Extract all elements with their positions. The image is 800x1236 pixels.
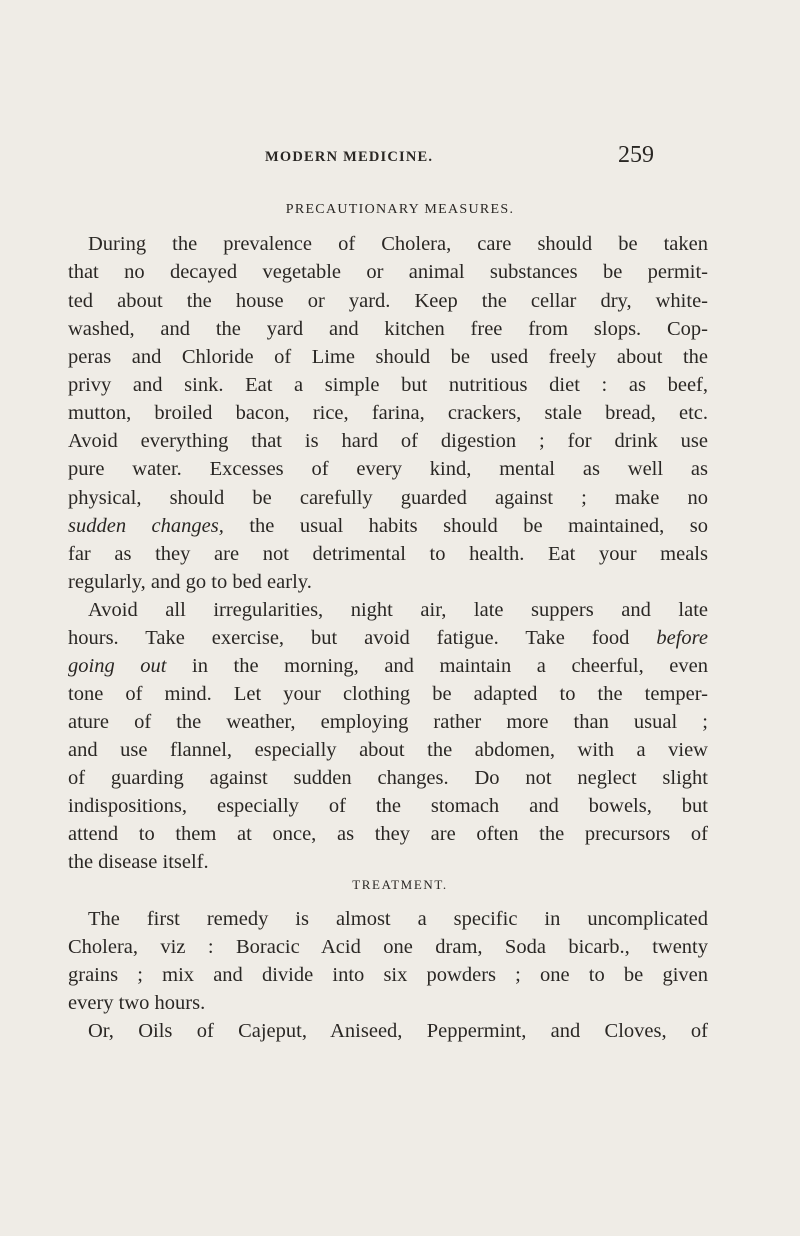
text-line: far as they are not detrimental to health. Eat your meals <box>68 543 708 565</box>
text-line: mutton, broiled bacon, rice, farina, crackers, stale bread, etc. <box>68 402 708 424</box>
text-line: and use flannel, especially about the abdomen, with a view <box>68 739 708 761</box>
text-line: attend to them at once, as they are often the precursors of <box>68 823 708 845</box>
running-head <box>60 142 660 172</box>
text-line <box>68 513 708 539</box>
text-line: pure water. Excesses of every kind, mental as well as <box>68 458 708 480</box>
text-line: physical, should be carefully guarded against ; make no <box>68 487 708 509</box>
text-line: Or, Oils of Cajeput, Aniseed, Peppermint, and Cloves, of <box>88 1020 708 1042</box>
emphasis-text: sudden changes, <box>68 515 224 537</box>
text-run: hours. Take exercise, but avoid fatigue. Take food <box>68 627 657 649</box>
text-line: Avoid everything that is hard of digestion ; for drink use <box>68 430 708 452</box>
text-line <box>68 625 708 651</box>
text-line: that no decayed vegetable or animal substances be permit- <box>68 261 708 283</box>
text-line: tone of mind. Let your clothing be adapted to the temper- <box>68 683 708 705</box>
emphasis-text: before <box>656 627 708 649</box>
text-line: peras and Chloride of Lime should be used freely about the <box>68 346 708 368</box>
text-line: regularly, and go to bed early. <box>68 571 312 593</box>
page-number: 259 <box>618 142 654 168</box>
text-line: Cholera, viz : Boracic Acid one dram, Soda bicarb., twenty <box>68 936 708 958</box>
text-line: ted about the house or yard. Keep the cellar dry, white- <box>68 290 708 312</box>
text-line: of guarding against sudden changes. Do not neglect slight <box>68 767 708 789</box>
section-heading-treatment: TREATMENT. <box>352 877 448 892</box>
text-line: ature of the weather, employing rather more than usual ; <box>68 711 708 733</box>
running-title: MODERN MEDICINE. <box>265 149 434 165</box>
text-line: grains ; mix and divide into six powders ; one to be given <box>68 964 708 986</box>
text-line <box>68 653 708 679</box>
text-run: the usual habits should be maintained, so <box>223 515 708 537</box>
text-line: During the prevalence of Cholera, care should be taken <box>88 233 708 255</box>
text-line: privy and sink. Eat a simple but nutritious diet : as beef, <box>68 374 708 396</box>
text-run: in the morning, and maintain a cheerful, even <box>166 655 708 677</box>
text-line: indispositions, especially of the stomach and bowels, but <box>68 795 708 817</box>
text-line: The first remedy is almost a specific in uncomplicated <box>88 908 708 930</box>
emphasis-text: going out <box>68 655 167 677</box>
text-line: washed, and the yard and kitchen free from slops. Cop- <box>68 318 708 340</box>
text-line: Avoid all irregularities, night air, late suppers and late <box>88 599 708 621</box>
section-heading-precautionary: PRECAUTIONARY MEASURES. <box>285 202 515 217</box>
text-line: every two hours. <box>68 992 206 1014</box>
text-line: the disease itself. <box>68 851 209 873</box>
